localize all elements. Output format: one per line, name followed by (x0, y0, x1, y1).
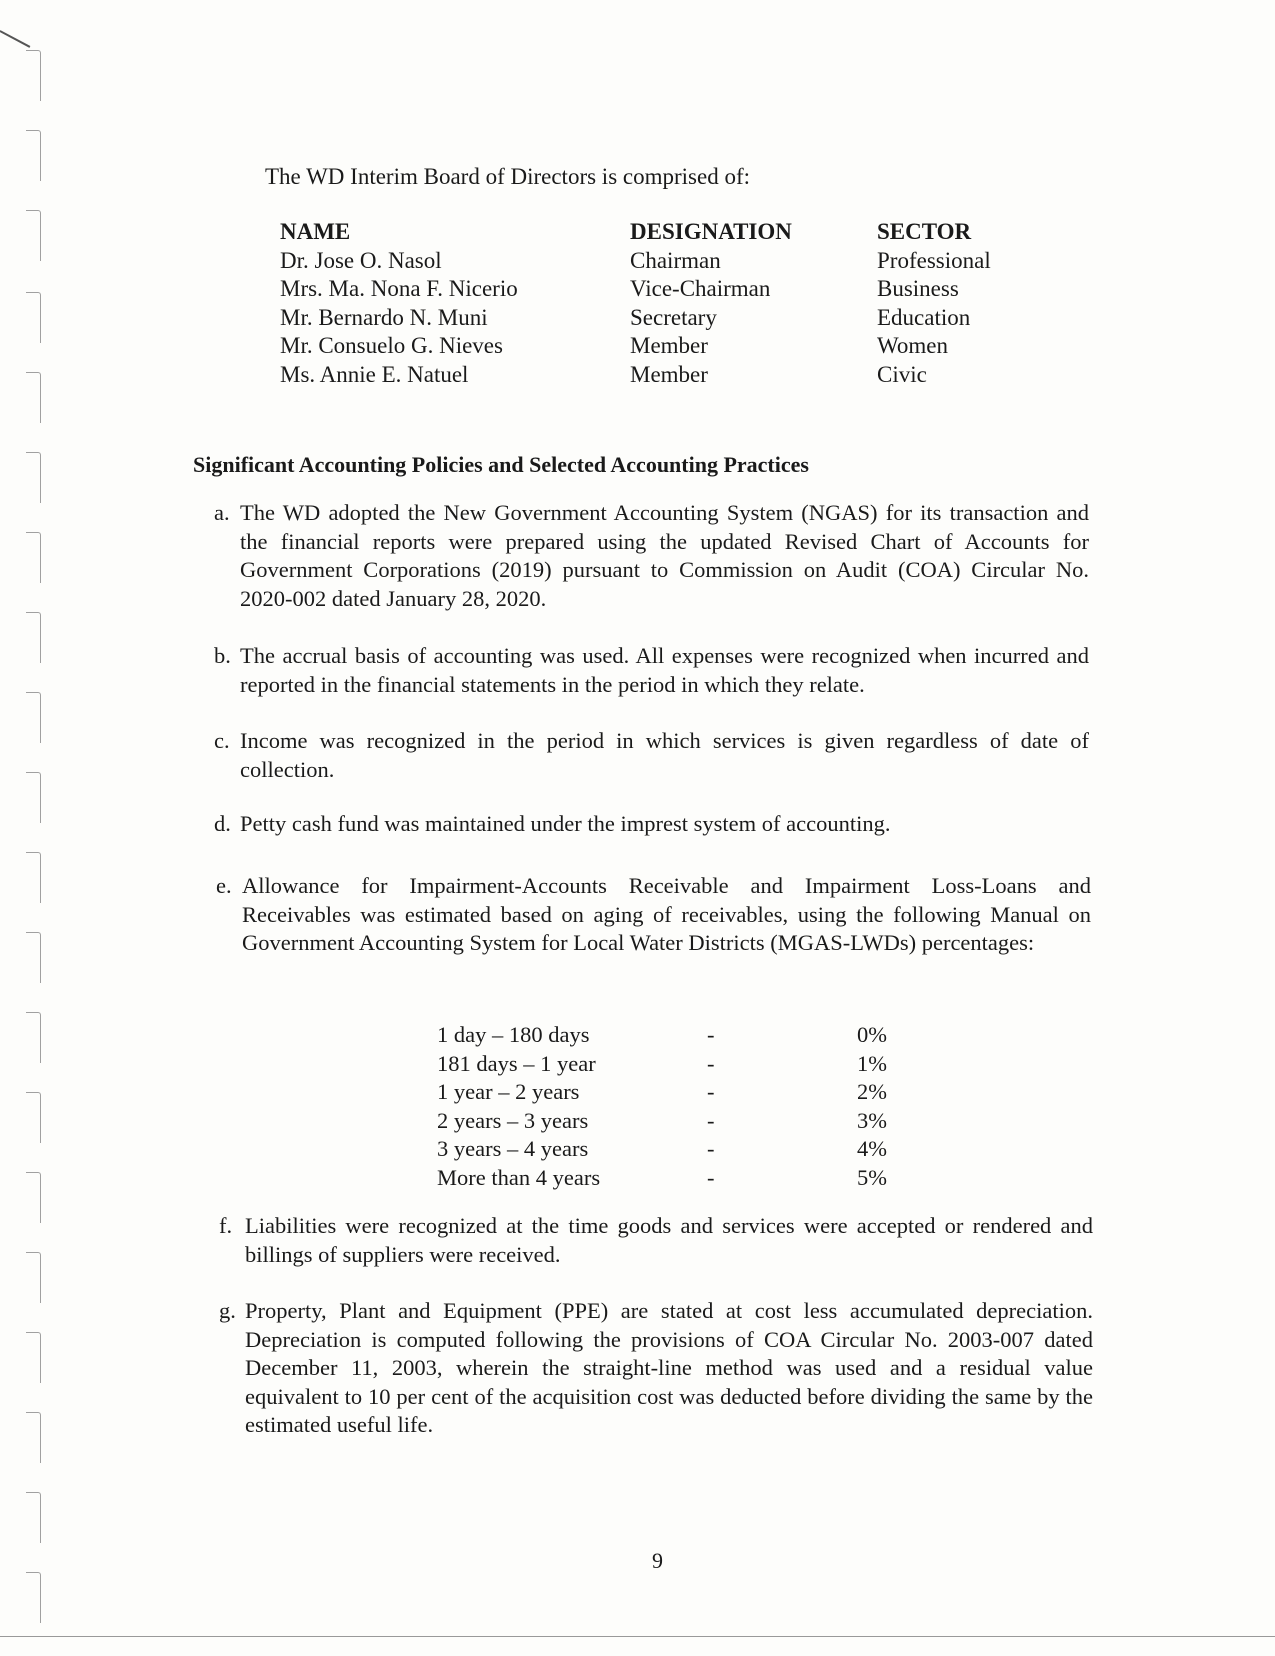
policy-marker: f. (219, 1213, 233, 1238)
binder-hole-mark (26, 852, 41, 903)
aging-dash: - (707, 1107, 715, 1133)
board-name-column (280, 218, 610, 389)
aging-percentage: 5% (857, 1164, 887, 1190)
binder-hole-mark (26, 612, 41, 663)
aging-range: More than 4 years (437, 1164, 601, 1190)
sector-header: SECTOR (877, 219, 972, 244)
scan-corner-mark (0, 30, 30, 47)
aging-dash: - (707, 1079, 715, 1104)
binder-hole-mark (26, 1172, 41, 1223)
binder-hole-mark (26, 292, 41, 343)
member-sector: Education (877, 304, 971, 330)
member-sector: Civic (877, 361, 927, 387)
policy-marker: g. (219, 1298, 236, 1323)
aging-percentage: 4% (857, 1136, 887, 1161)
policy-marker: d. (214, 811, 231, 836)
policy-item-c (214, 727, 1089, 784)
aging-dash: - (707, 1164, 715, 1190)
member-designation: Chairman (630, 247, 721, 273)
binder-hole-mark (26, 1012, 41, 1063)
binder-hole-mark (26, 1252, 41, 1303)
policy-marker: b. (214, 643, 231, 668)
policy-text: Liabilities were recognized at the time goods and services were accepted or rendered and billings of suppliers were received. (245, 1213, 1093, 1267)
policy-text: Petty cash fund was maintained under the imprest system of accounting. (240, 811, 891, 836)
policy-item-f (219, 1212, 1093, 1269)
designation-header: DESIGNATION (630, 219, 792, 244)
binder-hole-mark (26, 130, 41, 181)
binder-hole-mark (26, 932, 41, 983)
member-name: Mr. Bernardo N. Muni (280, 304, 488, 330)
policy-marker: c. (214, 728, 230, 753)
aging-percentage: 3% (857, 1107, 887, 1133)
policy-text: Property, Plant and Equipment (PPE) are stated at cost less accumulated depreciation. Depreciation is computed following the provisions of COA Circular No. 2003-007 dated December 11, 2003, wherein the straight-line method was used and a residual value equivalent to 10 per cent of the acquisition cost was deducted before dividing the same by the estimated useful life. (245, 1298, 1093, 1437)
member-name: Ms. Annie E. Natuel (280, 361, 469, 387)
binder-hole-mark (26, 1492, 41, 1543)
member-designation: Vice-Chairman (630, 276, 771, 301)
member-designation: Secretary (630, 304, 717, 330)
page-bottom-edge (0, 1636, 1275, 1637)
policy-item-d (214, 810, 1089, 839)
policy-text: The WD adopted the New Government Accounting System (NGAS) for its transaction and the financial reports were prepared using the updated Revised Chart of Accounts for Government Corporations (2019) pursuant to Commission on Audit (COA) Circular No. 2020-002 dated January 28, 2020. (240, 500, 1089, 611)
binder-hole-mark (26, 1332, 41, 1383)
member-sector: Business (877, 276, 959, 301)
board-designation-column (630, 218, 870, 389)
binder-hole-mark (26, 372, 41, 423)
policy-item-a (214, 499, 1089, 613)
policy-marker: e. (216, 873, 232, 898)
aging-range: 1 year – 2 years (437, 1079, 580, 1104)
binder-hole-mark (26, 1412, 41, 1463)
policy-text: The accrual basis of accounting was used. All expenses were recognized when incurred and reported in the financial statements in the period in which they relate. (240, 643, 1089, 697)
member-designation: Member (630, 333, 708, 358)
name-header: NAME (280, 219, 351, 244)
aging-percentage: 1% (857, 1050, 887, 1076)
policy-marker: a. (214, 500, 230, 525)
member-name: Mr. Consuelo G. Nieves (280, 333, 503, 358)
policy-item-e (216, 872, 1091, 958)
aging-percentage: 0% (857, 1022, 887, 1047)
policy-item-b (214, 642, 1089, 699)
member-designation: Member (630, 361, 708, 387)
binder-hole-mark (26, 772, 41, 823)
page-number: 9 (652, 1548, 663, 1573)
aging-range: 1 day – 180 days (437, 1022, 590, 1047)
aging-dash: - (707, 1050, 715, 1076)
board-sector-column (877, 218, 1077, 389)
binder-hole-mark (26, 532, 41, 583)
binder-hole-mark (26, 692, 41, 743)
aging-dash: - (707, 1022, 715, 1047)
binder-hole-mark (26, 452, 41, 503)
aging-range: 2 years – 3 years (437, 1107, 589, 1133)
aging-percentage: 2% (857, 1079, 887, 1104)
member-sector: Professional (877, 247, 991, 273)
member-sector: Women (877, 333, 948, 358)
aging-range: 181 days – 1 year (437, 1050, 596, 1076)
section-heading: Significant Accounting Policies and Selected Accounting Practices (193, 452, 809, 477)
member-name: Dr. Jose O. Nasol (280, 247, 442, 273)
binder-hole-mark (26, 50, 41, 101)
policy-text: Allowance for Impairment-Accounts Receivable and Impairment Loss-Loans and Receivables was estimated based on aging of receivables, using the following Manual on Government Accounting System for Local Water Districts (MGAS-LWDs) percentages: (242, 873, 1091, 955)
board-intro: The WD Interim Board of Directors is comprised of: (265, 164, 750, 189)
binder-hole-mark (26, 1092, 41, 1143)
aging-dash: - (707, 1136, 715, 1161)
policy-item-g (219, 1297, 1093, 1440)
binder-hole-mark (26, 1572, 41, 1623)
aging-range: 3 years – 4 years (437, 1136, 589, 1161)
policy-text: Income was recognized in the period in which services is given regardless of date of collection. (240, 728, 1089, 782)
binder-hole-mark (26, 210, 41, 261)
member-name: Mrs. Ma. Nona F. Nicerio (280, 276, 518, 301)
